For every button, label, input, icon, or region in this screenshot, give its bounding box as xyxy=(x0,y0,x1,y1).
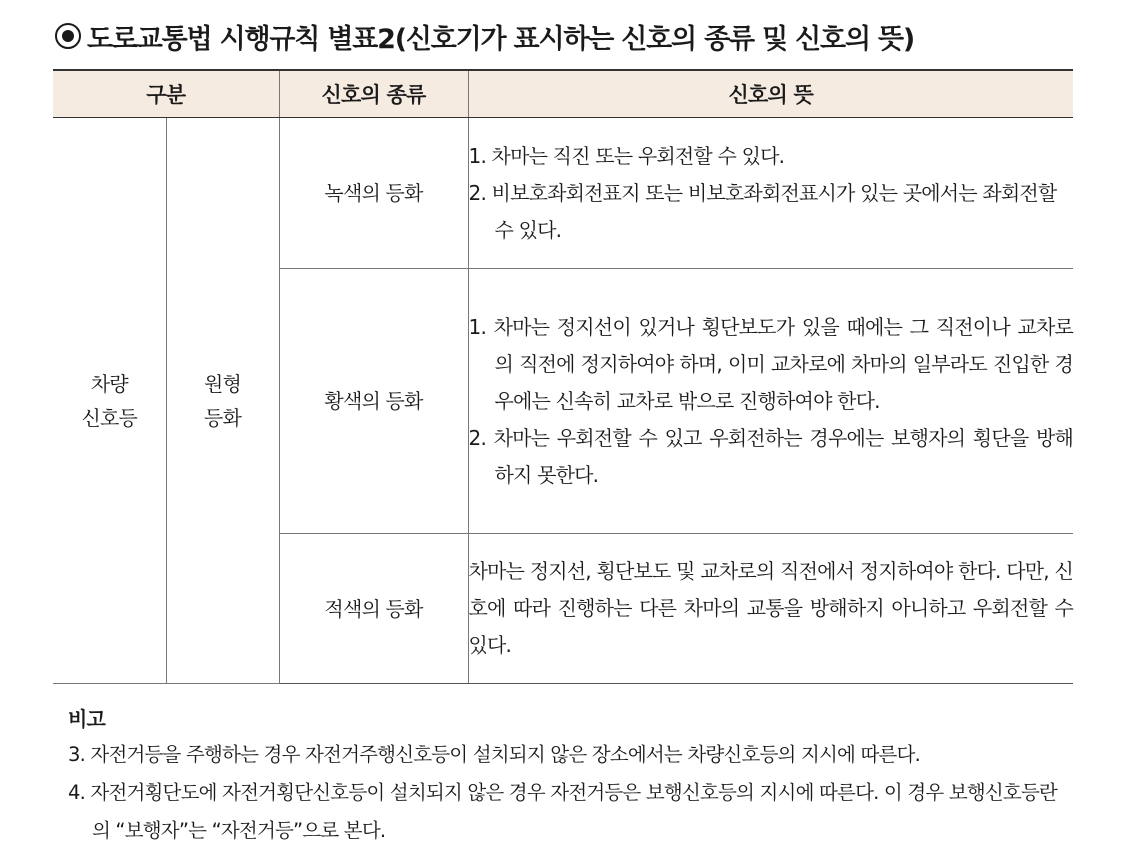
meaning-green xyxy=(468,118,1073,269)
meaning-red xyxy=(468,534,1073,684)
meaning-yellow xyxy=(468,269,1073,534)
notes-heading: 비고 xyxy=(68,707,106,731)
notes-section xyxy=(68,702,1068,850)
meaning-item: 차마는 정지선, 횡단보도 및 교차로의 직전에서 정지하여야 한다. 다만, 신호에 따라 진행하는 다른 차마의 교통을 방해하지 아니하고 우회전할 수 있다. xyxy=(468,559,1074,657)
category-sub-line: 등화 xyxy=(203,405,242,430)
header-category: 구분 xyxy=(53,70,279,118)
header-signal-meaning: 신호의 뜻 xyxy=(468,70,1073,118)
circled-dot-icon xyxy=(55,23,81,49)
meaning-item: 1. 차마는 정지선이 있거나 횡단보도가 있을 때에는 그 직전이나 교차로의 직전에 정지하여야 하며, 이미 교차로에 차마의 일부라도 진입한 경우에는 신속히 교차로 밖으로 진행하여야 한다. xyxy=(468,314,1074,413)
table-header-row xyxy=(53,70,1073,118)
header-signal-type: 신호의 종류 xyxy=(279,70,468,118)
meaning-item: 2. 차마는 우회전할 수 있고 우회전하는 경우에는 보행자의 횡단을 방해하지 못한다. xyxy=(468,425,1074,487)
category-main-line: 차량 xyxy=(90,371,128,396)
signal-red: 적색의 등화 xyxy=(279,534,468,684)
category-circular-light xyxy=(166,118,279,684)
meaning-item: 1. 차마는 직진 또는 우회전할 수 있다. xyxy=(468,143,785,168)
note-item: 3. 자전거등을 주행하는 경우 자전거주행신호등이 설치되지 않은 장소에서는 차량신호등의 지시에 따른다. xyxy=(68,743,920,766)
page-title xyxy=(55,14,914,58)
table-row xyxy=(53,118,1073,269)
category-vehicle-signal xyxy=(53,118,166,684)
page-title-text: 도로교통법 시행규칙 별표2(신호기가 표시하는 신호의 종류 및 신호의 뜻) xyxy=(87,23,915,55)
category-sub-line: 원형 xyxy=(203,371,242,396)
signal-table xyxy=(53,69,1073,684)
signal-yellow: 황색의 등화 xyxy=(279,269,468,534)
category-main-line: 신호등 xyxy=(81,405,138,430)
meaning-item: 2. 비보호좌회전표지 또는 비보호좌회전표시가 있는 곳에서는 좌회전할 수 있다. xyxy=(468,180,1057,242)
note-item: 4. 자전거횡단도에 자전거횡단신호등이 설치되지 않은 경우 자전거등은 보행신호등의 지시에 따른다. 이 경우 보행신호등란의 “보행자”는 “자전거등”으로 본다. xyxy=(68,781,1058,842)
signal-green: 녹색의 등화 xyxy=(279,118,468,269)
